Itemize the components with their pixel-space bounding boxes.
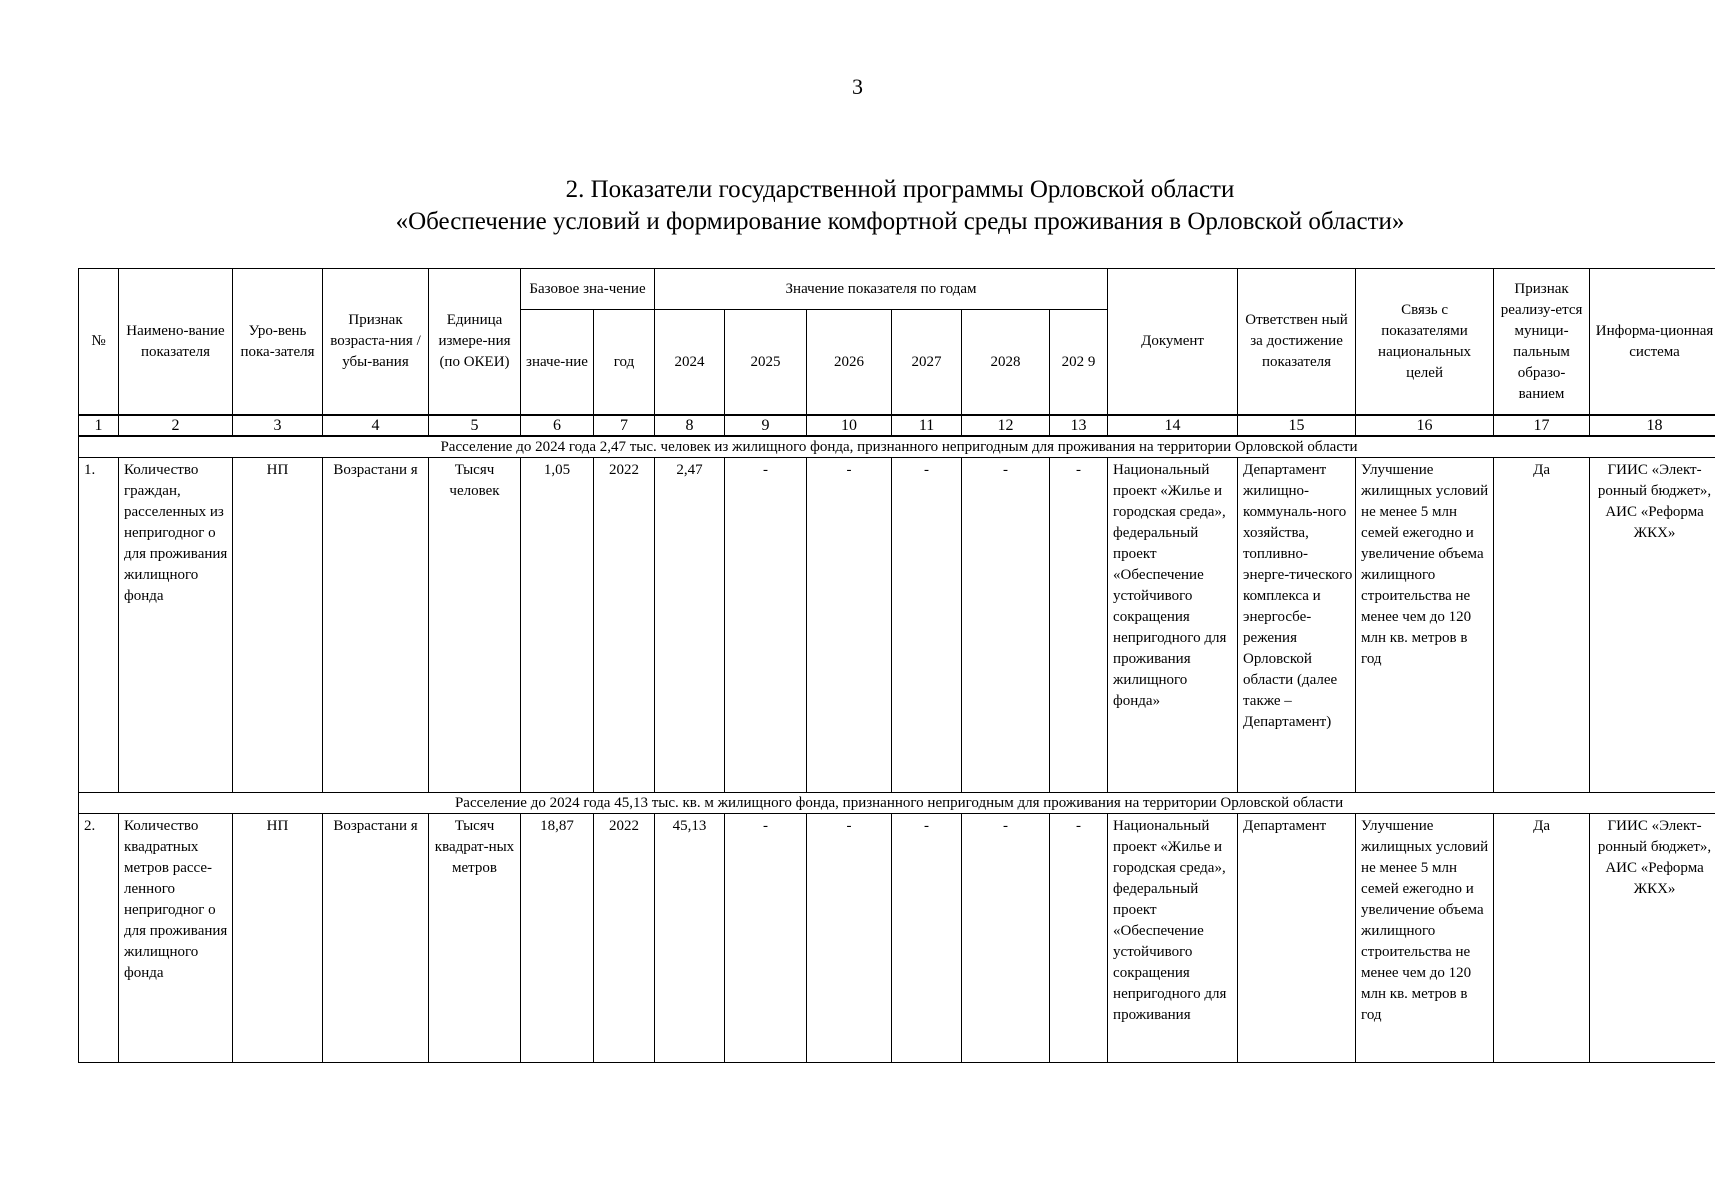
value-2025: - — [725, 458, 807, 793]
header-municipal: Признак реализу-ется муници-пальным образо-ванием — [1494, 269, 1590, 416]
column-number: 8 — [655, 415, 725, 436]
header-responsible: Ответствен ный за достижение показателя — [1238, 269, 1356, 416]
header-year-2025: 2025 — [725, 310, 807, 416]
base-year: 2022 — [594, 814, 655, 1063]
header-unit: Единица измере-ния (по ОКЕИ) — [429, 269, 521, 416]
column-number: 10 — [807, 415, 892, 436]
header-years-group: Значение показателя по годам — [655, 269, 1108, 310]
base-value: 1,05 — [521, 458, 594, 793]
municipal-cell: Да — [1494, 458, 1590, 793]
base-value: 18,87 — [521, 814, 594, 1063]
indicator-name: Количество квадратных метров рассе-ленного непригодног о для проживания жилищного фонда — [119, 814, 233, 1063]
column-number: 11 — [892, 415, 962, 436]
column-number: 18 — [1590, 415, 1715, 436]
indicator-name: Количество граждан, расселенных из непригодног о для проживания жилищного фонда — [119, 458, 233, 793]
header-num: № — [79, 269, 119, 416]
value-2024: 2,47 — [655, 458, 725, 793]
header-base: Базовое зна-чение — [521, 269, 655, 310]
row-num: 2. — [79, 814, 119, 1063]
column-number: 2 — [119, 415, 233, 436]
table-row — [79, 458, 1715, 793]
value-2026: - — [807, 458, 892, 793]
column-number: 17 — [1494, 415, 1590, 436]
column-number: 12 — [962, 415, 1050, 436]
header-base-value: значе-ние — [521, 310, 594, 416]
header-level: Уро-вень пока-зателя — [233, 269, 323, 416]
column-number: 13 — [1050, 415, 1108, 436]
link-cell: Улучшение жилищных условий не менее 5 млн семей ежегодно и увеличение объема жилищного строительства не менее чем до 120 млн кв. метров в год — [1356, 814, 1494, 1063]
column-number: 16 — [1356, 415, 1494, 436]
section-heading: Расселение до 2024 года 45,13 тыс. кв. м жилищного фонда, признанного непригодным для проживания на территории Орловской области — [79, 793, 1715, 814]
document-cell: Национальный проект «Жилье и городская среда», федеральный проект «Обеспечение устойчивого сокращения непригодного для проживания — [1108, 814, 1238, 1063]
header-base-year: год — [594, 310, 655, 416]
base-year: 2022 — [594, 458, 655, 793]
header-year-2026: 2026 — [807, 310, 892, 416]
table-row — [79, 814, 1715, 1063]
column-number: 7 — [594, 415, 655, 436]
indicator-unit: Тысяч человек — [429, 458, 521, 793]
header-name: Наимено-вание показателя — [119, 269, 233, 416]
section-heading-row — [79, 793, 1715, 814]
info-system-cell: ГИИС «Элект-ронный бюджет», АИС «Реформа ЖКХ» — [1590, 814, 1715, 1063]
value-2025: - — [725, 814, 807, 1063]
responsible-cell: Департамент — [1238, 814, 1356, 1063]
value-2029: - — [1050, 458, 1108, 793]
header-link: Связь с показателями национальных целей — [1356, 269, 1494, 416]
row-num: 1. — [79, 458, 119, 793]
link-cell: Улучшение жилищных условий не менее 5 млн семей ежегодно и увеличение объема жилищного строительства не менее чем до 120 млн кв. метров в год — [1356, 458, 1494, 793]
column-number: 5 — [429, 415, 521, 436]
info-system-cell: ГИИС «Элект-ронный бюджет», АИС «Реформа ЖКХ» — [1590, 458, 1715, 793]
document-title — [0, 174, 1715, 238]
value-2028: - — [962, 814, 1050, 1063]
column-number: 15 — [1238, 415, 1356, 436]
section-heading: Расселение до 2024 года 2,47 тыс. человек из жилищного фонда, признанного непригодным для проживания на территории Орловской области — [79, 436, 1715, 458]
header-document: Документ — [1108, 269, 1238, 416]
title-line-2: «Обеспечение условий и формирование комфортной среды проживания в Орловской области» — [395, 208, 1405, 235]
column-number: 1 — [79, 415, 119, 436]
header-year-2027: 2027 — [892, 310, 962, 416]
indicator-level: НП — [233, 814, 323, 1063]
title-line-1: 2. Показатели государственной программы Орловской области — [565, 176, 1235, 203]
header-year-2024: 2024 — [655, 310, 725, 416]
indicator-trend: Возрастани я — [323, 814, 429, 1063]
value-2029: - — [1050, 814, 1108, 1063]
value-2024: 45,13 — [655, 814, 725, 1063]
column-number: 3 — [233, 415, 323, 436]
value-2027: - — [892, 814, 962, 1063]
header-year-2028: 2028 — [962, 310, 1050, 416]
header-year-2029: 202 9 — [1050, 310, 1108, 416]
header-trend: Признак возраста-ния / убы-вания — [323, 269, 429, 416]
column-number: 6 — [521, 415, 594, 436]
column-number: 9 — [725, 415, 807, 436]
indicator-trend: Возрастани я — [323, 458, 429, 793]
column-number: 4 — [323, 415, 429, 436]
indicator-unit: Тысяч квадрат-ных метров — [429, 814, 521, 1063]
value-2028: - — [962, 458, 1050, 793]
column-numbers-row — [79, 415, 1715, 436]
indicators-table — [78, 268, 1715, 1063]
value-2026: - — [807, 814, 892, 1063]
municipal-cell: Да — [1494, 814, 1590, 1063]
section-heading-row — [79, 436, 1715, 458]
page-number: 3 — [852, 74, 863, 99]
document-cell: Национальный проект «Жилье и городская среда», федеральный проект «Обеспечение устойчивого сокращения непригодного для проживания жилищного фонда» — [1108, 458, 1238, 793]
indicator-level: НП — [233, 458, 323, 793]
header-info-system: Информа-ционная система — [1590, 269, 1715, 416]
value-2027: - — [892, 458, 962, 793]
column-number: 14 — [1108, 415, 1238, 436]
responsible-cell: Департамент жилищно-коммуналь-ного хозяйства, топливно-энерге-тического комплекса и энергосбе-режения Орловской области (далее также – Департамент) — [1238, 458, 1356, 793]
